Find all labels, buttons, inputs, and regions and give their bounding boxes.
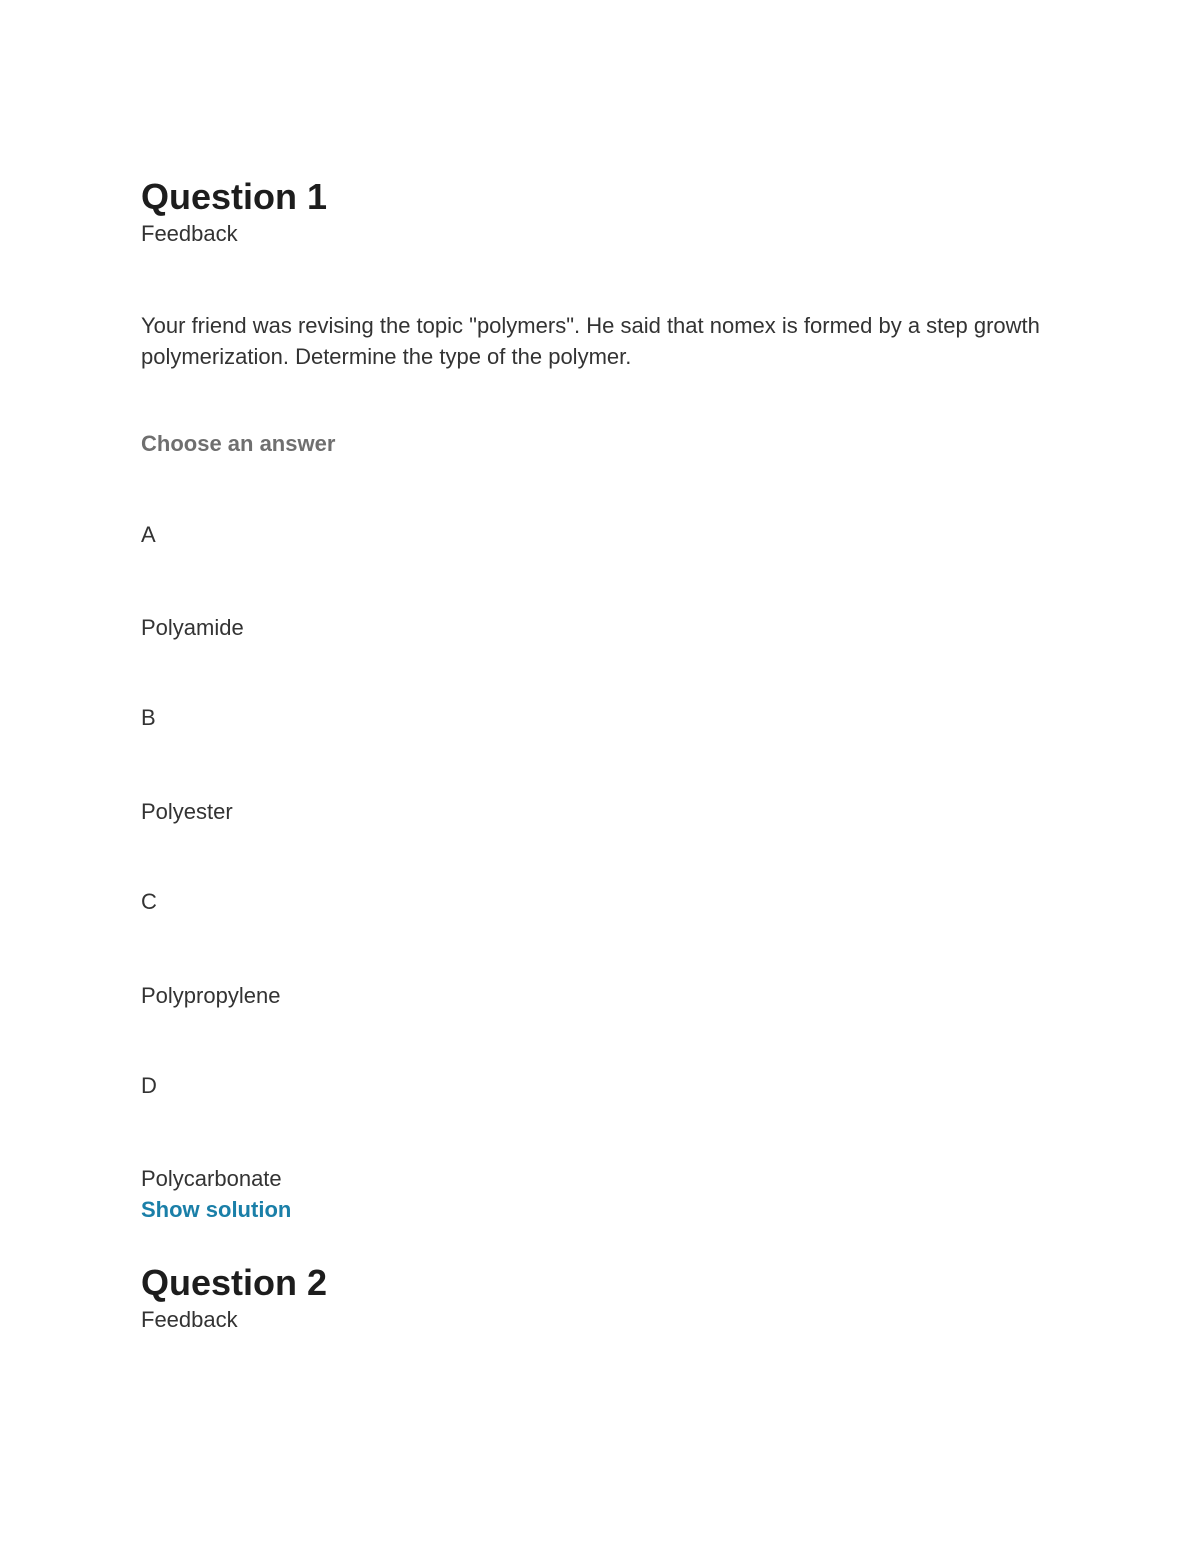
- option-a-text[interactable]: Polyamide: [141, 615, 244, 640]
- question-1-text: Your friend was revising the topic "polymers". He said that nomex is formed by a step growth polymerization. Determine the type of the polymer.: [141, 313, 1040, 369]
- option-b-letter[interactable]: B: [141, 705, 156, 730]
- option-a-letter[interactable]: A: [141, 522, 156, 547]
- question-1-title: Question 1: [141, 176, 328, 217]
- option-c-text[interactable]: Polypropylene: [141, 983, 281, 1008]
- option-d-letter[interactable]: D: [141, 1073, 157, 1098]
- question-1-feedback-label: Feedback: [141, 221, 238, 246]
- question-2-feedback-label: Feedback: [141, 1307, 238, 1332]
- choose-answer-label: Choose an answer: [141, 431, 336, 456]
- show-solution-link[interactable]: Show solution: [141, 1197, 292, 1222]
- question-2-title: Question 2: [141, 1262, 328, 1303]
- option-c-letter[interactable]: C: [141, 889, 157, 914]
- option-d-text[interactable]: Polycarbonate: [141, 1166, 282, 1191]
- option-b-text[interactable]: Polyester: [141, 799, 233, 824]
